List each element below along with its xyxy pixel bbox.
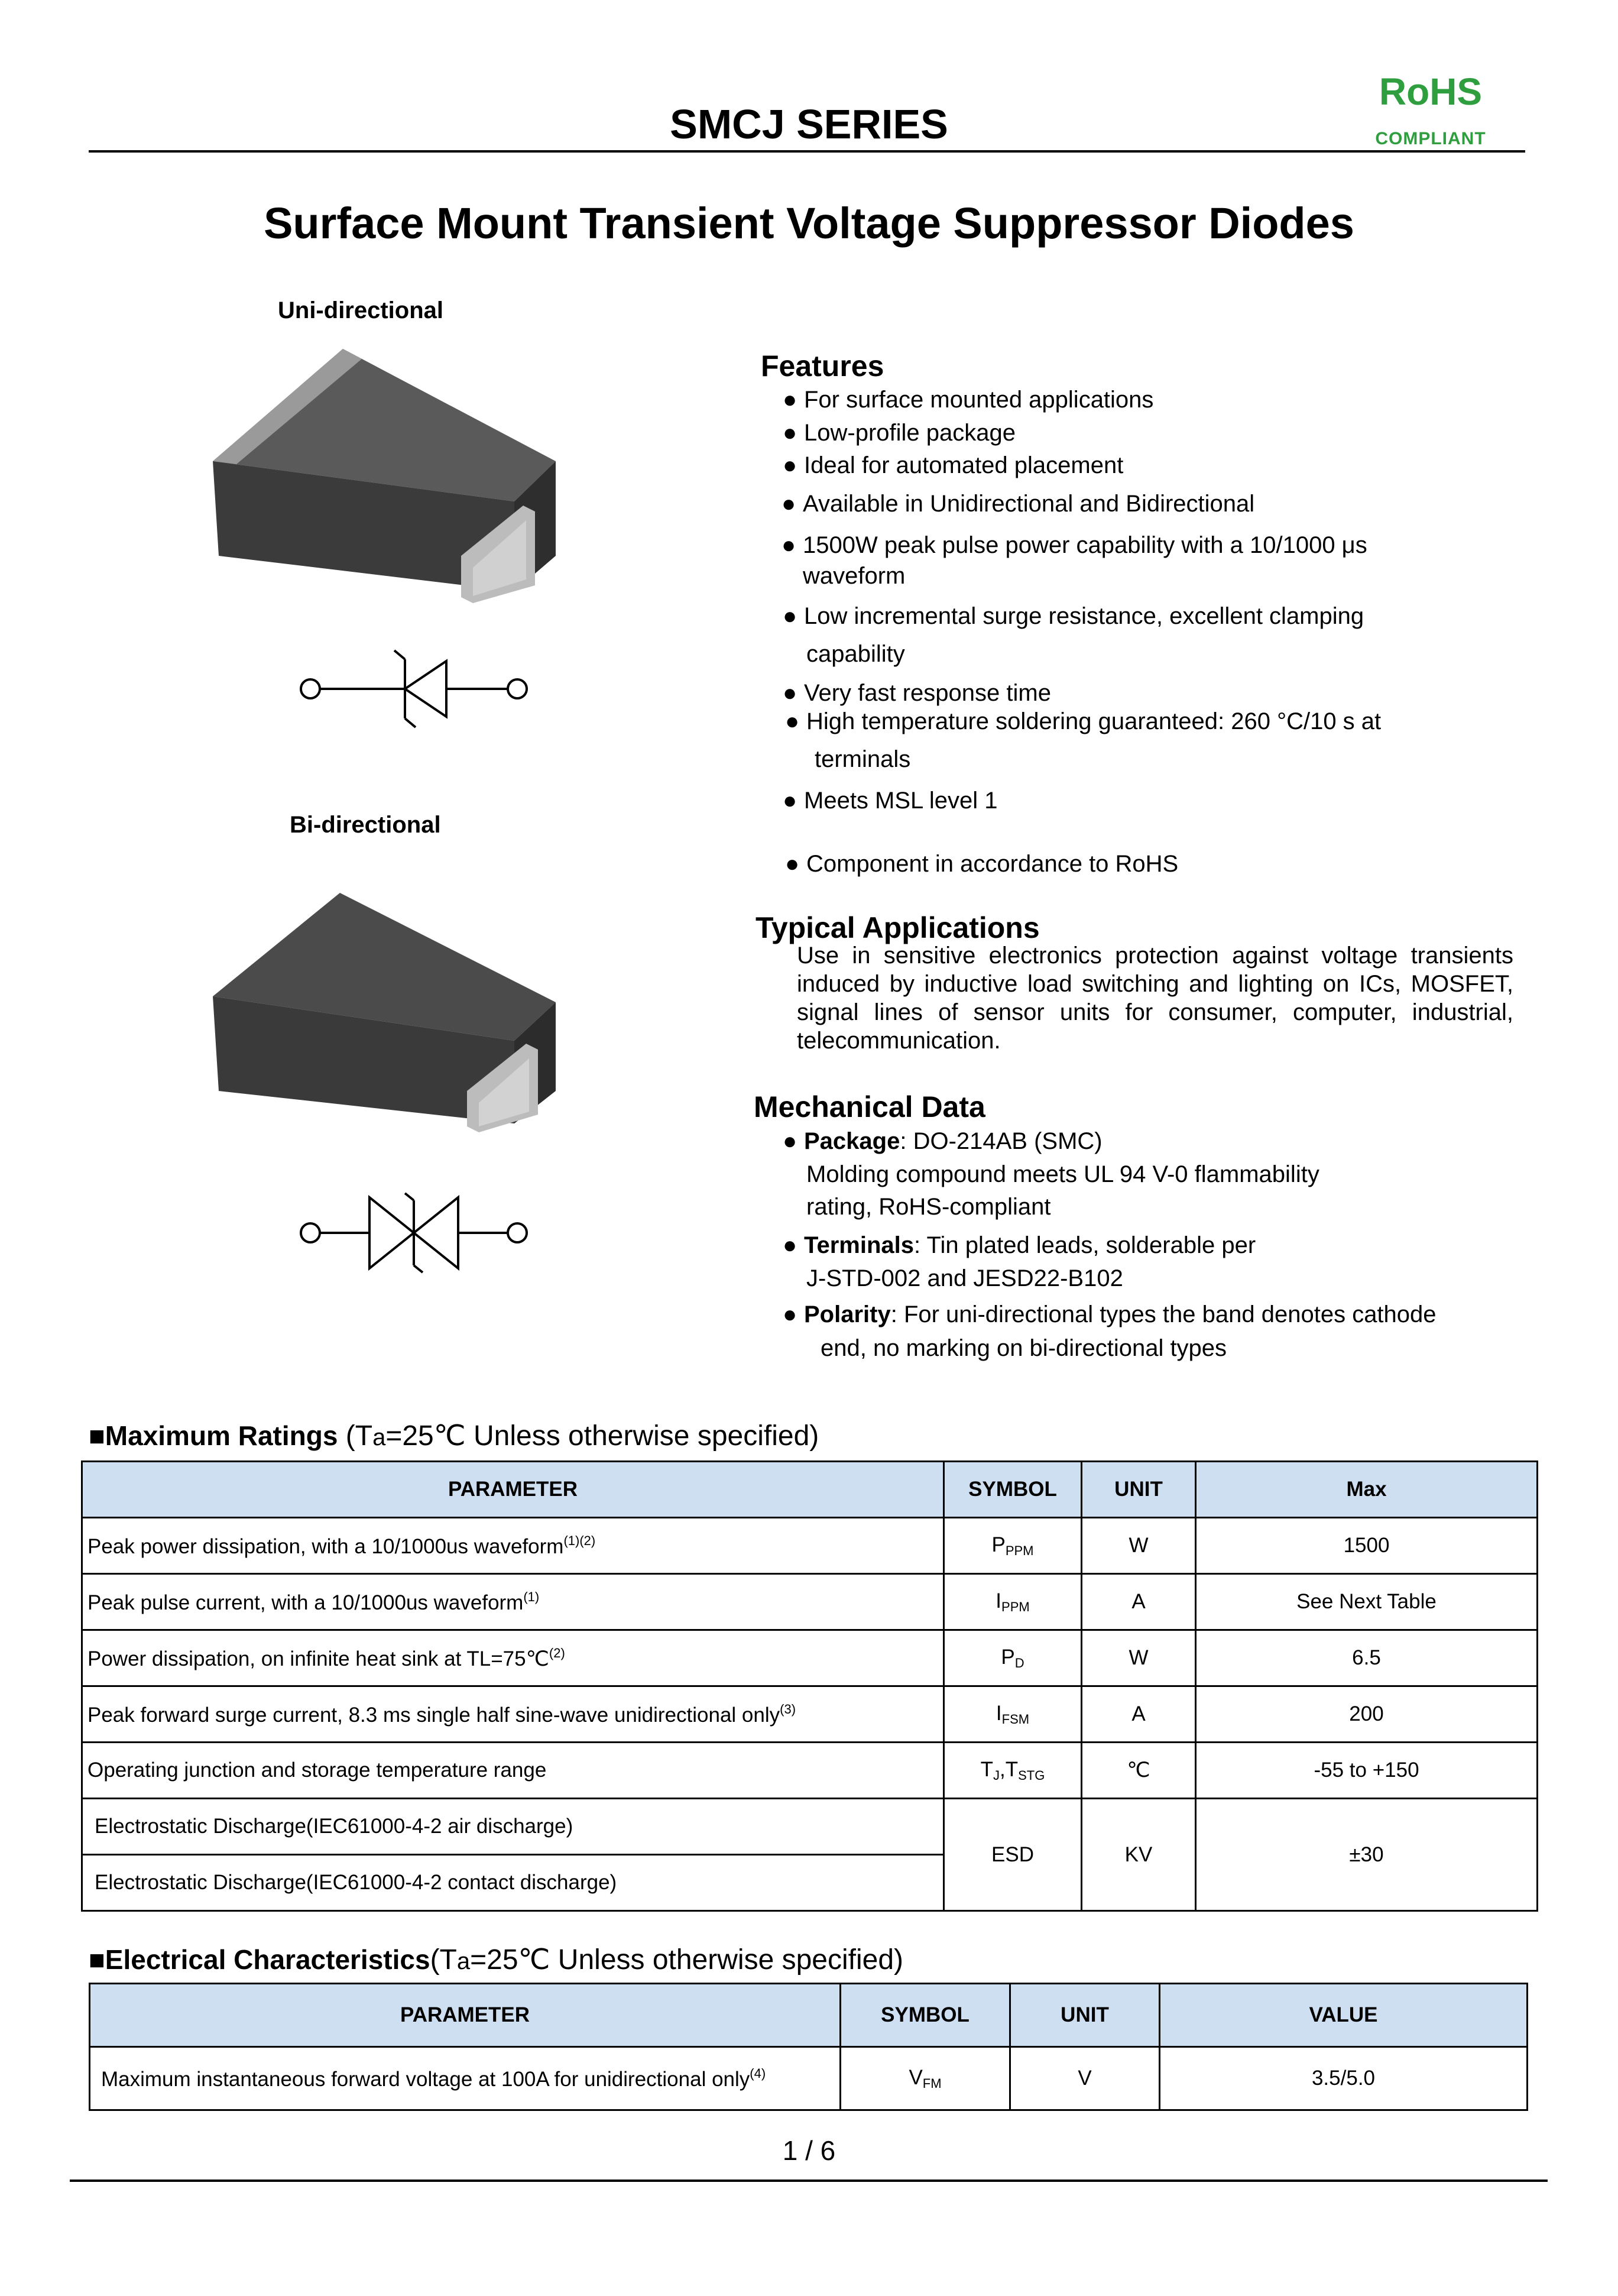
uni-directional-label: Uni-directional bbox=[278, 297, 444, 323]
bullet-icon: ● bbox=[785, 851, 800, 877]
table-row bbox=[90, 2047, 1528, 2110]
bullet-icon: ● bbox=[783, 1128, 797, 1154]
table-header-row bbox=[82, 1462, 1538, 1518]
param-cell: Electrostatic Discharge(IEC61000-4-2 air discharge) bbox=[82, 1799, 944, 1855]
header-symbol: SYMBOL bbox=[944, 1462, 1082, 1518]
feature-item: ● For surface mounted applications bbox=[783, 387, 1154, 413]
bullet-icon: ● bbox=[783, 452, 797, 478]
bullet-icon: ● bbox=[785, 708, 800, 734]
param-cell: Maximum instantaneous forward voltage at 100A for unidirectional only$^{(4)}$ bbox=[90, 2047, 841, 2110]
param-cell: Peak power dissipation, with a 10/1000us waveform$^{(1)(2)}$ bbox=[82, 1518, 944, 1574]
symbol-cell: $V_{FM}$ bbox=[841, 2047, 1010, 2110]
table-header-row bbox=[90, 1984, 1528, 2047]
bi-package-illustration bbox=[207, 887, 573, 1135]
param-cell: Peak pulse current, with a 10/1000us waveform$^{(1)}$ bbox=[82, 1574, 944, 1630]
max-ratings-title: ■Maximum Ratings (Ta=25℃ Unless otherwise specified) bbox=[89, 1420, 819, 1452]
table-row bbox=[82, 1743, 1538, 1799]
table-row bbox=[82, 1799, 1538, 1855]
value-cell: 1500 bbox=[1196, 1518, 1538, 1574]
param-cell: Peak forward surge current, 8.3 ms single half sine-wave unidirectional only$^{(3)}$ bbox=[82, 1686, 944, 1743]
table-row bbox=[82, 1686, 1538, 1743]
value-cell: 6.5 bbox=[1196, 1630, 1538, 1686]
feature-item: ● Low-profile package bbox=[783, 420, 1016, 446]
param-cell: Operating junction and storage temperature range bbox=[82, 1743, 944, 1799]
feature-item: ● Ideal for automated placement bbox=[783, 452, 1124, 478]
bullet-icon: ● bbox=[783, 1301, 797, 1327]
mechanical-heading: Mechanical Data bbox=[754, 1090, 985, 1123]
mechanical-terminals-line: J-STD-002 and JESD22-B102 bbox=[806, 1265, 1123, 1291]
bullet-icon: ● bbox=[783, 1232, 797, 1258]
table-row bbox=[82, 1630, 1538, 1686]
value-cell: 200 bbox=[1196, 1686, 1538, 1743]
symbol-cell: $I_{PPM}$ bbox=[944, 1574, 1082, 1630]
uni-directional-symbol bbox=[293, 645, 535, 733]
header-divider bbox=[89, 150, 1525, 153]
value-cell: See Next Table bbox=[1196, 1574, 1538, 1630]
electrical-title: ■Electrical Characteristics(Ta=25℃ Unless otherwise specified) bbox=[89, 1944, 904, 1976]
rohs-compliant-text: COMPLIANT bbox=[1375, 129, 1486, 148]
mechanical-polarity-line: end, no marking on bi-directional types bbox=[821, 1335, 1227, 1361]
mechanical-terminals: ● Terminals: Tin plated leads, solderable per bbox=[783, 1232, 1256, 1258]
bi-directional-symbol bbox=[293, 1189, 535, 1277]
unit-cell: A bbox=[1082, 1686, 1196, 1743]
feature-item-continued: waveform bbox=[803, 563, 906, 589]
applications-heading: Typical Applications bbox=[756, 911, 1040, 944]
unit-cell: ℃ bbox=[1082, 1743, 1196, 1799]
table-row bbox=[82, 1518, 1538, 1574]
series-title: SMCJ SERIES bbox=[670, 101, 948, 147]
symbol-cell: ESD bbox=[944, 1799, 1082, 1911]
bullet-icon: ● bbox=[783, 603, 797, 629]
symbol-cell: $T_J,T_{STG}$ bbox=[944, 1743, 1082, 1799]
mechanical-package: ● Package: DO-214AB (SMC) bbox=[783, 1128, 1103, 1154]
feature-item: ● Component in accordance to RoHS bbox=[785, 851, 1179, 877]
rohs-logo-text: RoHS bbox=[1379, 70, 1483, 113]
bullet-icon: ● bbox=[783, 387, 797, 413]
feature-item: ● Meets MSL level 1 bbox=[783, 788, 998, 814]
header-symbol: SYMBOL bbox=[841, 1984, 1010, 2047]
bullet-icon: ● bbox=[783, 420, 797, 446]
electrical-table bbox=[89, 1983, 1528, 2111]
value-cell: -55 to +150 bbox=[1196, 1743, 1538, 1799]
bullet-icon: ● bbox=[782, 491, 796, 517]
mechanical-package-line: Molding compound meets UL 94 V-0 flammability bbox=[806, 1161, 1319, 1187]
feature-item-continued: capability bbox=[806, 641, 905, 667]
mechanical-polarity: ● Polarity: For uni-directional types the band denotes cathode bbox=[783, 1301, 1437, 1327]
page-title: Surface Mount Transient Voltage Suppressor Diodes bbox=[264, 199, 1354, 248]
footer-divider bbox=[70, 2180, 1548, 2182]
unit-cell: A bbox=[1082, 1574, 1196, 1630]
unit-cell: W bbox=[1082, 1518, 1196, 1574]
page-number: 1 / 6 bbox=[782, 2135, 836, 2166]
max-ratings-table bbox=[81, 1460, 1538, 1912]
header-parameter: PARAMETER bbox=[82, 1462, 944, 1518]
symbol-cell: $P_{PPM}$ bbox=[944, 1518, 1082, 1574]
mechanical-package-line: rating, RoHS-compliant bbox=[806, 1194, 1051, 1220]
header-unit: UNIT bbox=[1082, 1462, 1196, 1518]
feature-item: ● Very fast response time bbox=[783, 680, 1051, 706]
value-cell: 3.5/5.0 bbox=[1160, 2047, 1528, 2110]
param-cell: Power dissipation, on infinite heat sink at TL=75℃$^{(2)}$ bbox=[82, 1630, 944, 1686]
feature-item-continued: terminals bbox=[815, 746, 911, 772]
symbol-cell: $I_{FSM}$ bbox=[944, 1686, 1082, 1743]
unit-cell: W bbox=[1082, 1630, 1196, 1686]
feature-item: ● Available in Unidirectional and Bidirectional bbox=[782, 491, 1255, 517]
feature-item: ● High temperature soldering guaranteed: 260 °C/10 s at bbox=[785, 708, 1382, 734]
bullet-icon: ● bbox=[782, 532, 796, 558]
bullet-icon: ● bbox=[783, 788, 797, 814]
header-parameter: PARAMETER bbox=[90, 1984, 841, 2047]
symbol-cell: $P_D$ bbox=[944, 1630, 1082, 1686]
feature-item: ● Low incremental surge resistance, excellent clamping bbox=[783, 603, 1364, 629]
header-value: VALUE bbox=[1160, 1984, 1528, 2047]
bi-directional-label: Bi-directional bbox=[290, 812, 441, 838]
unit-cell: KV bbox=[1082, 1799, 1196, 1911]
header-unit: UNIT bbox=[1010, 1984, 1160, 2047]
table-row bbox=[82, 1574, 1538, 1630]
header-max: Max bbox=[1196, 1462, 1538, 1518]
applications-text: Use in sensitive electronics protection against voltage transients induced by inductive load switching and lighting on ICs, MOSFET, signal lines of sensor units for consumer, computer, industrial, telecommunication. bbox=[797, 943, 1513, 1054]
value-cell: ±30 bbox=[1196, 1799, 1538, 1911]
features-heading: Features bbox=[761, 349, 884, 383]
param-cell: Electrostatic Discharge(IEC61000-4-2 contact discharge) bbox=[82, 1855, 944, 1911]
unit-cell: V bbox=[1010, 2047, 1160, 2110]
bullet-icon: ● bbox=[783, 680, 797, 706]
feature-item: ● 1500W peak pulse power capability with a 10/1000 μs bbox=[782, 532, 1367, 558]
uni-package-illustration bbox=[207, 343, 573, 615]
